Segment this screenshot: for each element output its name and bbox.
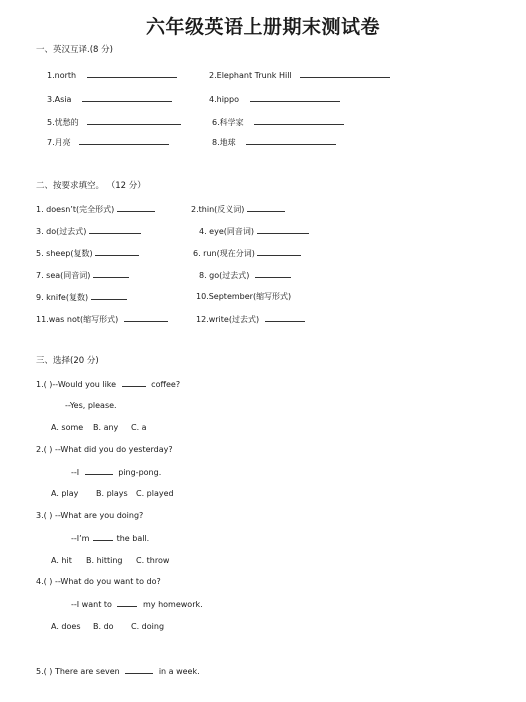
- s2-item-5: [36, 247, 139, 259]
- s2-item-4: [199, 225, 309, 237]
- option-b[interactable]: B. hitting: [86, 556, 123, 565]
- s1-item-1-label: 1.north: [47, 71, 77, 80]
- s2-item-2: [191, 203, 285, 215]
- answer-blank[interactable]: [125, 665, 153, 674]
- s2-item-6-label: 6. run(现在分词): [193, 249, 255, 258]
- option-b[interactable]: B. do: [93, 622, 114, 631]
- s1-item-8-label: 8.地球: [212, 138, 236, 147]
- s2-item-9: [36, 291, 127, 303]
- s3-question-3: 3.( ) --What are you doing?: [36, 511, 144, 520]
- answer-blank[interactable]: [87, 69, 177, 78]
- answer-blank[interactable]: [257, 247, 301, 256]
- s3-question-4: 4.( ) --What do you want to do?: [36, 577, 161, 586]
- s1-item-2-label: 2.Elephant Trunk Hill: [209, 71, 292, 80]
- answer-blank[interactable]: [79, 136, 169, 145]
- s1-item-7: [47, 136, 169, 148]
- s1-item-3-label: 3.Asia: [47, 95, 72, 104]
- s3-question-2: 2.( ) --What did you do yesterday?: [36, 445, 173, 454]
- s1-item-5: [47, 116, 181, 128]
- s2-item-8-label: 8. go(过去式): [199, 271, 250, 280]
- s1-item-1: [47, 69, 177, 81]
- s2-item-11-label: 11.was not(缩写形式): [36, 315, 119, 324]
- s2-item-7: [36, 269, 129, 281]
- s3-answer-4: [71, 598, 203, 610]
- s2-item-6: [193, 247, 301, 259]
- s3-answer-1: --Yes, please.: [65, 401, 117, 410]
- option-b[interactable]: B. any: [93, 423, 119, 432]
- answer-blank[interactable]: [254, 116, 344, 125]
- answer-blank[interactable]: [247, 203, 285, 212]
- s2-item-3-label: 3. do(过去式): [36, 227, 87, 236]
- s1-item-6: [212, 116, 344, 128]
- answer-text: ping-pong.: [118, 468, 162, 477]
- s1-item-7-label: 7.月亮: [47, 138, 71, 147]
- option-a[interactable]: A. play: [51, 489, 79, 498]
- answer-blank[interactable]: [265, 313, 305, 322]
- s2-item-4-label: 4. eye(同音词): [199, 227, 254, 236]
- option-b[interactable]: B. plays: [96, 489, 128, 498]
- option-a[interactable]: A. hit: [51, 556, 72, 565]
- answer-blank[interactable]: [89, 225, 141, 234]
- s2-item-10-label: 10.September(缩写形式): [196, 292, 292, 301]
- s3-question-5: [36, 665, 200, 677]
- section2-heading: 二、按要求填空。 （12 分）: [36, 181, 146, 191]
- answer-blank[interactable]: [85, 466, 113, 475]
- s2-item-11: [36, 313, 168, 325]
- question-text: in a week.: [158, 667, 200, 676]
- answer-blank[interactable]: [122, 378, 146, 387]
- answer-blank[interactable]: [91, 291, 127, 300]
- answer-text: my homework.: [143, 600, 203, 609]
- option-c[interactable]: C. throw: [136, 556, 170, 565]
- question-text: coffee?: [151, 380, 181, 389]
- s2-item-7-label: 7. sea(同音词): [36, 271, 91, 280]
- section3-heading: 三、选择(20 分): [36, 356, 99, 366]
- answer-blank[interactable]: [95, 247, 139, 256]
- s2-item-1: [36, 203, 155, 215]
- question-text: 5.( ) There are seven: [36, 667, 120, 676]
- s1-item-8: [212, 136, 336, 148]
- s1-item-5-label: 5.忧愁的: [47, 118, 79, 127]
- option-c[interactable]: C. a: [131, 423, 147, 432]
- s1-item-4-label: 4.hippo: [209, 95, 239, 104]
- option-a[interactable]: A. some: [51, 423, 84, 432]
- answer-text: --I’m: [71, 534, 90, 543]
- answer-blank[interactable]: [93, 532, 113, 541]
- answer-blank[interactable]: [257, 225, 309, 234]
- s2-item-2-label: 2.thin(反义词): [191, 205, 245, 214]
- s3-question-1: [36, 378, 180, 390]
- option-c[interactable]: C. doing: [131, 622, 165, 631]
- answer-blank[interactable]: [93, 269, 129, 278]
- s3-answer-3: [71, 532, 149, 544]
- question-text: 1.( )--Would you like: [36, 380, 117, 389]
- answer-blank[interactable]: [250, 93, 340, 102]
- answer-blank[interactable]: [82, 93, 172, 102]
- s2-item-8: [199, 269, 291, 281]
- s2-item-5-label: 5. sheep(复数): [36, 249, 93, 258]
- s2-item-1-label: 1. doesn’t(完全形式): [36, 205, 115, 214]
- answer-blank[interactable]: [117, 203, 155, 212]
- option-c[interactable]: C. played: [136, 489, 174, 498]
- answer-blank[interactable]: [117, 598, 137, 607]
- s2-item-10: [196, 291, 291, 302]
- s2-item-12-label: 12.write(过去式): [196, 315, 260, 324]
- answer-blank[interactable]: [87, 116, 181, 125]
- s2-item-9-label: 9. knife(复数): [36, 293, 89, 302]
- page-title: 六年级英语上册期末测试卷: [145, 16, 380, 38]
- answer-blank[interactable]: [300, 69, 390, 78]
- answer-text: the ball.: [116, 534, 150, 543]
- answer-blank[interactable]: [124, 313, 168, 322]
- answer-text: --I: [71, 468, 80, 477]
- answer-blank[interactable]: [255, 269, 291, 278]
- option-a[interactable]: A. does: [51, 622, 81, 631]
- s2-item-3: [36, 225, 141, 237]
- s2-item-12: [196, 313, 305, 325]
- s1-item-4: [209, 93, 340, 105]
- answer-text: --I want to: [71, 600, 112, 609]
- s1-item-2: [209, 69, 390, 81]
- s1-item-3: [47, 93, 172, 105]
- s1-item-6-label: 6.科学家: [212, 118, 244, 127]
- section1-heading: 一、英汉互译.(8 分): [36, 45, 113, 55]
- s3-answer-2: [71, 466, 161, 478]
- answer-blank[interactable]: [246, 136, 336, 145]
